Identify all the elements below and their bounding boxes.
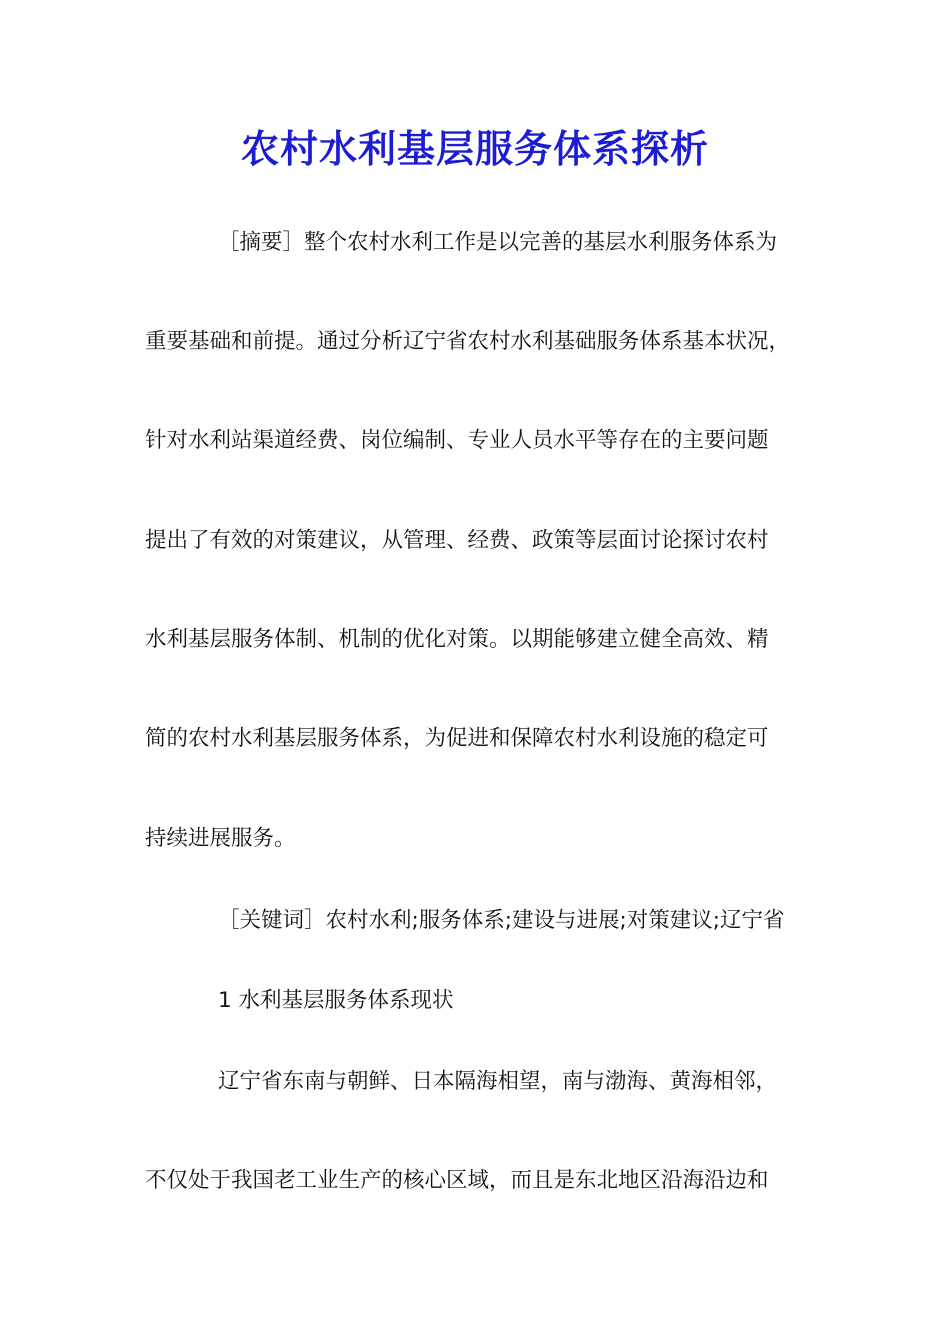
abstract-line: 重要基础和前提。通过分析辽宁省农村水利基础服务体系基本状况， xyxy=(145,329,791,354)
abstract-line: 简的农村水利基层服务体系，为促进和保障农村水利设施的稳定可 xyxy=(145,726,769,751)
body-line: 辽宁省东南与朝鲜、日本隔海相望，南与渤海、黄海相邻， xyxy=(218,1069,778,1094)
document-title: 农村水利基层服务体系探析 xyxy=(240,127,709,171)
abstract-line: ［摘要］整个农村水利工作是以完善的基层水利服务体系为 xyxy=(218,230,778,255)
abstract-line: 持续进展服务。 xyxy=(145,826,296,851)
keywords-line: ［关键词］农村水利;服务体系;建设与进展;对策建议;辽宁省 xyxy=(218,908,785,933)
body-line: 不仅处于我国老工业生产的核心区域，而且是东北地区沿海沿边和 xyxy=(145,1168,769,1193)
abstract-line: 水利基层服务体制、机制的优化对策。以期能够建立健全高效、精 xyxy=(145,627,769,652)
abstract-line: 针对水利站渠道经费、岗位编制、专业人员水平等存在的主要问题 xyxy=(145,428,769,453)
abstract-line: 提出了有效的对策建议，从管理、经费、政策等层面讨论探讨农村 xyxy=(145,528,769,553)
section-heading: 1 水利基层服务体系现状 xyxy=(218,988,454,1013)
